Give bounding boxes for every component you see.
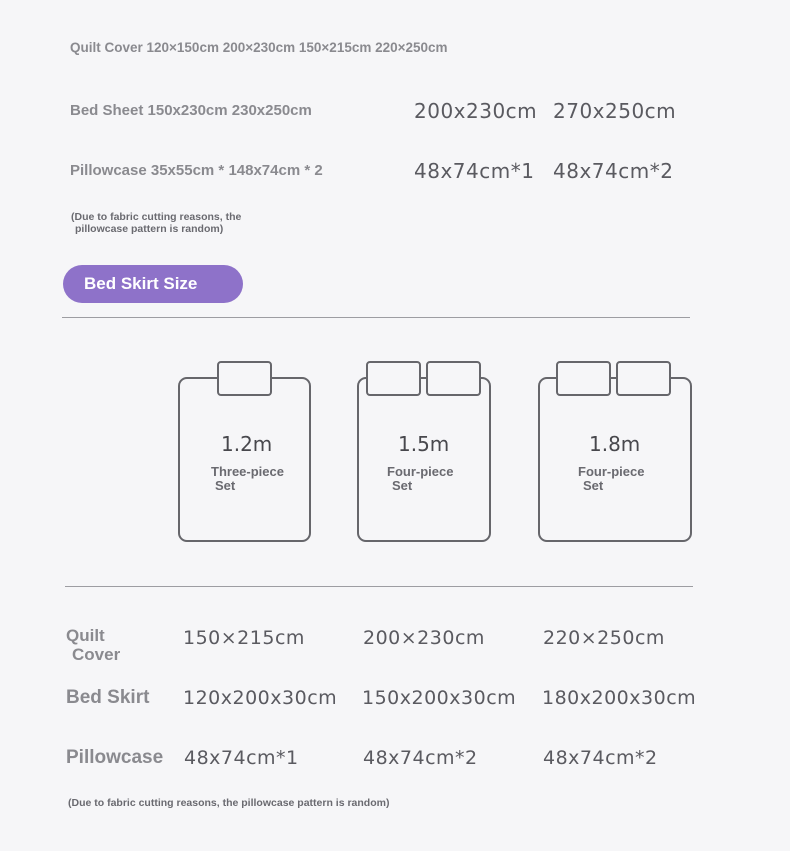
bed-diagram-1-8m (538, 377, 692, 542)
bed-set-1-line-2: Set (215, 478, 236, 493)
divider-top (62, 317, 690, 318)
bed-skirt-row-label: Bed Skirt (66, 687, 150, 708)
top-note-line-1: (Due to fabric cutting reasons, the (71, 211, 242, 223)
bed-set-2-line-2: Set (392, 478, 413, 493)
pillowcase-row-label: Pillowcase (66, 747, 164, 768)
quilt-cover-value-1: 150×215cm (183, 627, 305, 649)
bottom-note: (Due to fabric cutting reasons, the pillowcase pattern is random) (68, 797, 390, 809)
pillow-icon (616, 361, 671, 396)
bed-size-3: 1.8m (589, 432, 641, 456)
bed-diagram-1-5m (357, 377, 491, 542)
top-note-line-2: pillowcase pattern is random) (75, 223, 224, 235)
bed-skirt-value-2: 150x200x30cm (362, 687, 517, 709)
bed-set-3-line-1: Four-piece (578, 464, 645, 479)
pillow-icon (217, 361, 272, 396)
pillowcase-row-value-3: 48x74cm*2 (543, 747, 658, 769)
quilt-cover-row-label-line-2: Cover (72, 645, 121, 664)
bed-skirt-value-1: 120x200x30cm (183, 687, 338, 709)
bed-size-2: 1.5m (398, 432, 450, 456)
bed-set-3-line-2: Set (583, 478, 604, 493)
pillow-icon (366, 361, 421, 396)
quilt-cover-label: Quilt Cover 120×150cm 200×230cm 150×215cm 220×250cm (70, 40, 448, 55)
pillowcase-label: Pillowcase 35x55cm * 148x74cm * 2 (70, 162, 323, 179)
bed-size-1: 1.2m (221, 432, 273, 456)
pillowcase-row-value-1: 48x74cm*1 (184, 747, 299, 769)
pillowcase-row-value-2: 48x74cm*2 (363, 747, 478, 769)
bed-sheet-value-2: 270x250cm (553, 99, 677, 123)
quilt-cover-row-label-line-1: Quilt (66, 626, 105, 645)
pillowcase-value-1: 48x74cm*1 (414, 159, 535, 183)
divider-bottom (65, 586, 693, 587)
pillow-icon (556, 361, 611, 396)
bed-skirt-value-3: 180x200x30cm (542, 687, 697, 709)
quilt-cover-value-2: 200×230cm (363, 627, 485, 649)
bed-sheet-label: Bed Sheet 150x230cm 230x250cm (70, 102, 312, 119)
quilt-cover-value-3: 220×250cm (543, 627, 665, 649)
bed-diagram-1-2m (178, 377, 311, 542)
pillow-icon (426, 361, 481, 396)
pillowcase-value-2: 48x74cm*2 (553, 159, 674, 183)
bed-skirt-size-badge: Bed Skirt Size (63, 265, 243, 303)
bed-sheet-value-1: 200x230cm (414, 99, 538, 123)
bed-set-1-line-1: Three-piece (211, 464, 284, 479)
bed-set-2-line-1: Four-piece (387, 464, 454, 479)
